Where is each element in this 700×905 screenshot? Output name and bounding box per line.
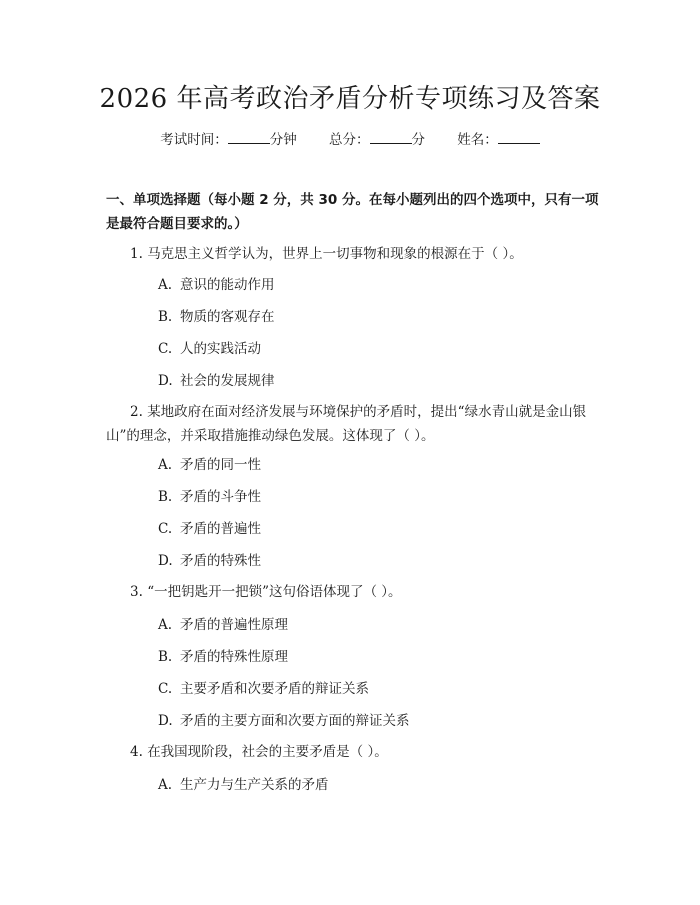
total-score-blank[interactable] <box>370 131 412 144</box>
option-text: 矛盾的特殊性 <box>180 553 261 569</box>
option-letter: A. <box>158 277 173 293</box>
option-3c[interactable] <box>158 680 369 698</box>
option-letter: B. <box>158 309 173 325</box>
option-1d[interactable] <box>158 372 275 390</box>
option-letter: C. <box>158 341 173 357</box>
question-1 <box>106 242 600 266</box>
student-name <box>457 132 540 148</box>
exam-meta <box>0 131 700 149</box>
option-letter: D. <box>158 713 173 729</box>
question-4 <box>106 740 600 764</box>
question-number: 4. <box>130 744 143 760</box>
option-1c[interactable] <box>158 340 261 358</box>
question-stem <box>106 580 600 604</box>
option-text: 矛盾的特殊性原理 <box>180 649 288 665</box>
option-3a[interactable] <box>158 616 288 634</box>
exam-time-label: 考试时间： <box>160 132 228 148</box>
option-text: 人的实践活动 <box>180 341 261 357</box>
question-text: “一把钥匙开一把锁”这句俗语体现了（ ）。 <box>147 584 402 600</box>
question-2 <box>106 400 600 448</box>
exam-time-blank[interactable] <box>228 131 270 144</box>
total-score-label: 总分： <box>329 132 370 148</box>
question-number: 3. <box>130 584 143 600</box>
option-letter: A. <box>158 777 173 793</box>
option-text: 意识的能动作用 <box>180 277 275 293</box>
question-text: 马克思主义哲学认为，世界上一切事物和现象的根源在于（ ）。 <box>147 246 523 262</box>
question-stem <box>106 242 600 266</box>
question-number: 1. <box>130 246 143 262</box>
option-1a[interactable] <box>158 276 275 294</box>
total-score <box>329 132 429 148</box>
question-3 <box>106 580 600 604</box>
option-2a[interactable] <box>158 456 261 474</box>
option-2d[interactable] <box>158 552 261 570</box>
page-title: 2026 年高考政治矛盾分析专项练习及答案 <box>99 84 601 114</box>
option-text: 主要矛盾和次要矛盾的辩证关系 <box>180 681 369 697</box>
option-letter: D. <box>158 553 173 569</box>
option-text: 物质的客观存在 <box>180 309 275 325</box>
exam-time <box>160 132 301 148</box>
option-letter: C. <box>158 681 173 697</box>
section-heading: 一、单项选择题（每小题 2 分，共 30 分。在每小题列出的四个选项中，只有一项是最符合题目要求的。） <box>106 192 599 232</box>
option-text: 矛盾的斗争性 <box>180 489 261 505</box>
option-letter: B. <box>158 649 173 665</box>
option-text: 矛盾的普遍性 <box>180 521 261 537</box>
question-text: 在我国现阶段，社会的主要矛盾是（ ）。 <box>147 744 388 760</box>
question-stem <box>106 400 600 448</box>
option-text: 矛盾的普遍性原理 <box>180 617 288 633</box>
option-1b[interactable] <box>158 308 275 326</box>
option-letter: B. <box>158 489 173 505</box>
question-stem <box>106 740 600 764</box>
student-name-blank[interactable] <box>498 131 540 144</box>
option-4a[interactable] <box>158 776 329 794</box>
option-text: 生产力与生产关系的矛盾 <box>180 777 329 793</box>
total-score-unit: 分 <box>411 132 425 148</box>
question-number: 2. <box>130 404 143 420</box>
option-3b[interactable] <box>158 648 288 666</box>
option-text: 矛盾的同一性 <box>180 457 261 473</box>
option-2c[interactable] <box>158 520 261 538</box>
option-letter: C. <box>158 521 173 537</box>
option-text: 社会的发展规律 <box>180 373 275 389</box>
option-text: 矛盾的主要方面和次要方面的辩证关系 <box>180 713 410 729</box>
option-letter: A. <box>158 457 173 473</box>
option-letter: A. <box>158 617 173 633</box>
student-name-label: 姓名： <box>457 132 498 148</box>
question-text: 某地政府在面对经济发展与环境保护的矛盾时，提出“绿水青山就是金山银山”的理念，并采取措施推动绿色发展。这体现了（ ）。 <box>106 404 587 444</box>
exam-time-unit: 分钟 <box>269 132 297 148</box>
option-3d[interactable] <box>158 712 410 730</box>
option-2b[interactable] <box>158 488 261 506</box>
option-letter: D. <box>158 373 173 389</box>
